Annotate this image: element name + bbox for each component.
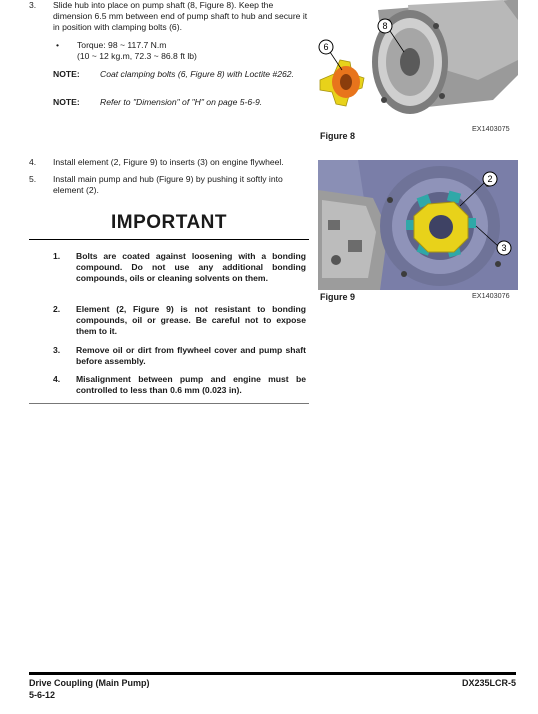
- pump-hub-illustration: [318, 0, 518, 122]
- item-number: 1.: [53, 251, 61, 261]
- step-number: 5.: [29, 174, 37, 184]
- step-number: 4.: [29, 157, 37, 167]
- torque-line-1: Torque: 98 ~ 117.7 N.m: [77, 40, 167, 50]
- note-text-1: Coat clamping bolts (6, Figure 8) with Loctite #262.: [100, 69, 294, 79]
- callout-8: 8: [382, 21, 388, 31]
- figure-9-image: [318, 160, 518, 290]
- item-number: 3.: [53, 345, 61, 355]
- note-text-2: Refer to "Dimension" of "H" on page 5-6-9.: [100, 97, 263, 107]
- footer-page: 5-6-12: [29, 690, 56, 700]
- torque-line-2: (10 ~ 12 kg.m, 72.3 ~ 86.8 ft lb): [77, 51, 197, 61]
- callout-3: 3: [501, 243, 507, 253]
- important-divider: [29, 239, 309, 240]
- item-number: 4.: [53, 374, 61, 384]
- footer-section: Drive Coupling (Main Pump): [29, 678, 150, 688]
- figure-9-caption: Figure 9: [320, 292, 356, 302]
- important-item-1: [53, 251, 306, 287]
- torque-bullet: •: [56, 40, 60, 50]
- note-label-1: NOTE:: [53, 69, 80, 79]
- footer-model: DX235LCR-5: [461, 678, 516, 688]
- important-item-4: [53, 374, 306, 398]
- item-text: Misalignment between pump and engine must be controlled to less than 0.6 mm (0.023 in).: [76, 374, 306, 395]
- important-item-2: [53, 304, 306, 340]
- item-text: Remove oil or dirt from flywheel cover and pump shaft before assembly.: [76, 345, 306, 366]
- item-text: Bolts are coated against loosening with a bonding compound. Do not use any additional bonding compounds, oils or cleaning solvents on them.: [76, 251, 306, 283]
- note-label-2: NOTE:: [53, 97, 80, 107]
- figure-8-caption: Figure 8: [320, 131, 356, 141]
- step-3: [29, 0, 309, 36]
- item-number: 2.: [53, 304, 61, 314]
- footer-rule: [29, 672, 516, 675]
- important-item-3: [53, 345, 306, 369]
- callout-2: 2: [487, 174, 493, 184]
- step-5: [29, 174, 309, 198]
- callout-6: 6: [323, 42, 329, 52]
- step-text: Install element (2, Figure 9) to inserts (3) on engine flywheel.: [53, 157, 284, 167]
- step-text: Install main pump and hub (Figure 9) by pushing it softly into element (2).: [53, 174, 283, 195]
- important-bottom-divider: [29, 403, 309, 404]
- step-number: 3.: [29, 0, 37, 10]
- step-4: [29, 157, 309, 169]
- flywheel-element-illustration: [318, 160, 518, 290]
- step-text: Slide hub into place on pump shaft (8, Figure 8). Keep the dimension 6.5 mm between end of pump shaft to hub and secure it in position with clamping bolts (6).: [53, 0, 308, 32]
- figure-9-code: EX1403076: [472, 291, 510, 300]
- figure-8-code: EX1403075: [472, 124, 510, 133]
- item-text: Element (2, Figure 9) is not resistant to bonding compounds, oil or grease. Be careful not to expose them to it.: [76, 304, 306, 336]
- figure-8-image: [318, 0, 518, 122]
- important-heading: IMPORTANT: [110, 212, 228, 233]
